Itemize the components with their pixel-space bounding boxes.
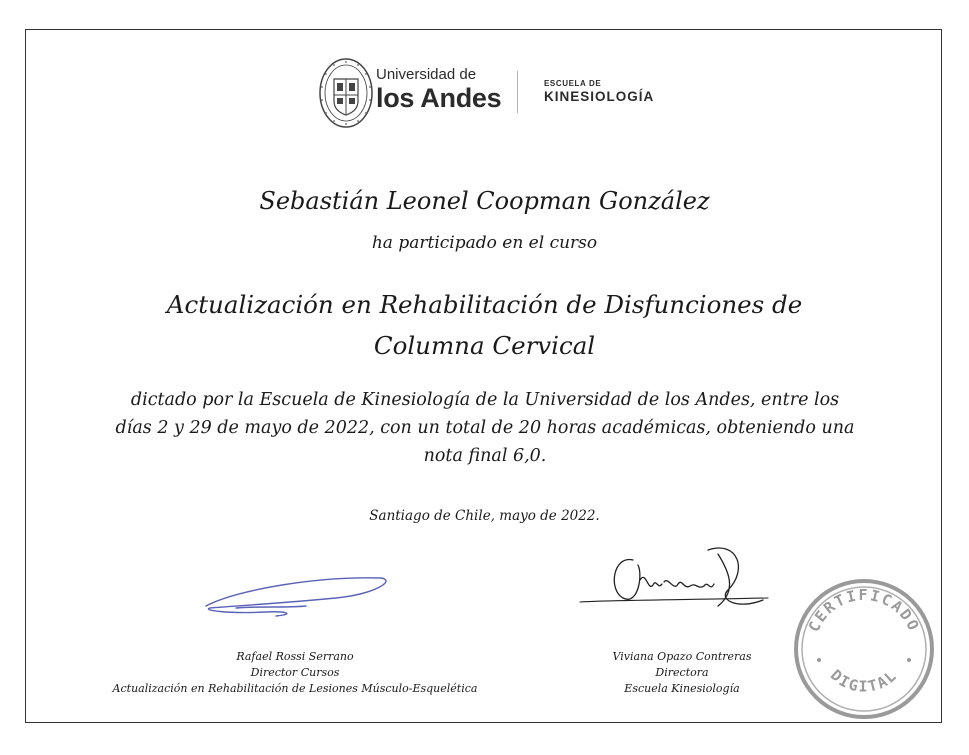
right-signatory-department: Escuela Kinesiología <box>624 682 740 695</box>
course-title <box>0 284 969 366</box>
left-signatory <box>95 649 495 697</box>
course-title-line1: Actualización en Rehabilitación de Disfunciones de <box>166 290 803 319</box>
description-line3: nota final 6,0. <box>423 446 547 466</box>
institution-header <box>318 55 658 131</box>
school-name <box>544 79 654 105</box>
university-name-line1: Universidad de <box>376 66 477 83</box>
right-signature-image <box>578 540 778 620</box>
course-title-line2: Columna Cervical <box>373 331 596 360</box>
right-signatory-role: Directora <box>655 666 709 679</box>
left-signature-image <box>196 568 396 620</box>
university-seal-icon <box>318 57 374 129</box>
participation-statement: ha participado en el curso <box>371 233 598 253</box>
description-line1: dictado por la Escuela de Kinesiología de la Universidad de los Andes, entre los <box>130 390 840 410</box>
left-signatory-name: Rafael Rossi Serrano <box>236 650 354 663</box>
digital-certificate-stamp-icon <box>793 578 935 720</box>
school-name-line2: KINESIOLOGÍA <box>544 89 655 104</box>
place-and-date: Santiago de Chile, mayo de 2022. <box>369 508 600 524</box>
header-divider <box>517 71 518 113</box>
right-signatory <box>572 649 792 697</box>
course-description <box>80 386 890 470</box>
school-name-line1: ESCUELA DE <box>544 79 602 88</box>
recipient-name: Sebastián Leonel Coopman González <box>259 187 710 215</box>
stamp-bottom-text: DIGITAL <box>826 665 902 696</box>
university-name <box>376 67 501 113</box>
left-signatory-program: Actualización en Rehabilitación de Lesiones Músculo-Esquelética <box>112 682 478 695</box>
right-signatory-name: Viviana Opazo Contreras <box>612 650 752 663</box>
stamp-top-text: CERTIFICADO <box>804 586 924 635</box>
university-name-line2: los Andes <box>376 83 502 113</box>
left-signatory-role: Director Cursos <box>250 666 340 679</box>
svg-text:DIGITAL <box>827 666 901 696</box>
description-line2: días 2 y 29 de mayo de 2022, con un total de 20 horas académicas, obteniendo una <box>115 418 855 438</box>
